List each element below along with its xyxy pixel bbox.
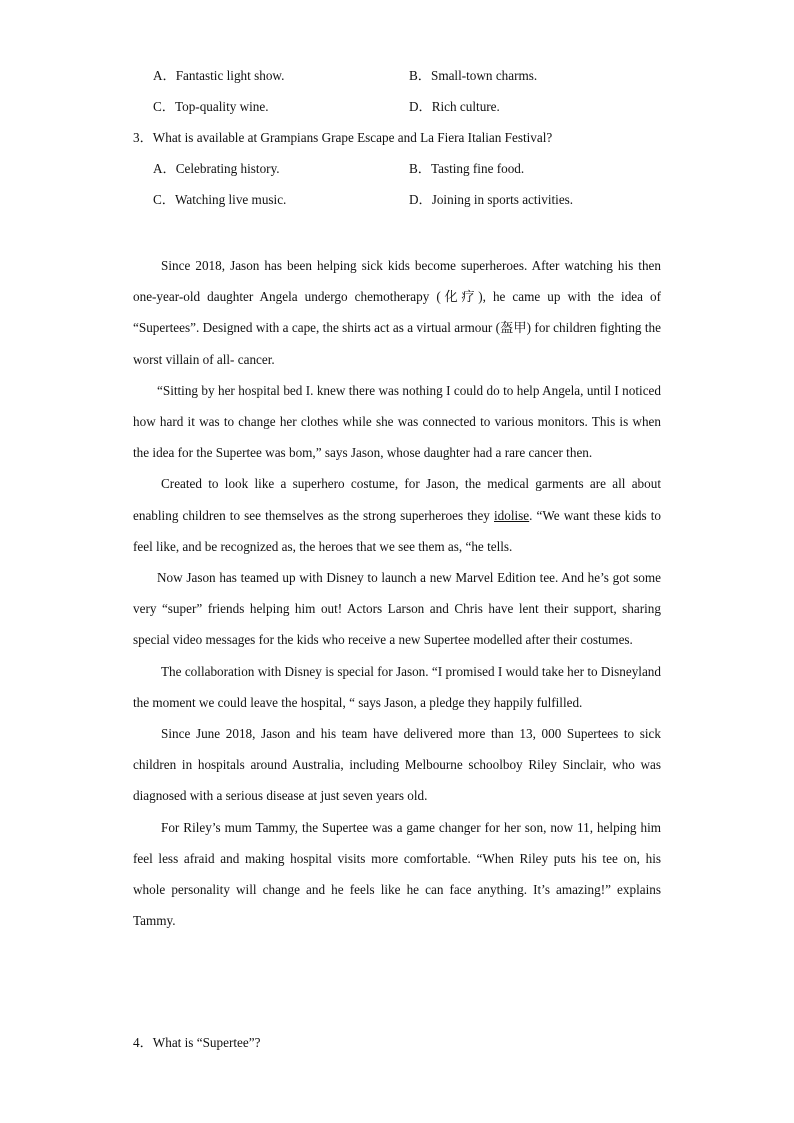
q2-options-row-2 [0, 97, 794, 117]
reading-passage [133, 250, 661, 936]
q2-option-d: D．Rich culture. [409, 99, 500, 114]
q2-option-a: A．Fantastic light show. [153, 68, 285, 83]
passage-paragraph-5: The collaboration with Disney is special for Jason. “I promised I would take her to Disneyland the moment we could leave the hospital, “ says Jason, a pledge they happily fulfilled. [133, 663, 661, 710]
paragraph-3-text-after: . “We want these kids to feel like, and be recognized as, the heroes that we see them as, “he tells. [133, 507, 662, 554]
q3-option-b: B．Tasting fine food. [409, 161, 525, 176]
q4-stem: 4．What is “Supertee”? [133, 1035, 261, 1050]
q3-stem: 3．What is available at Grampians Grape Escape and La Fiera Italian Festival? [133, 130, 553, 145]
q3-option-a: A．Celebrating history. [153, 161, 280, 176]
passage-paragraph-1: Since 2018, Jason has been helping sick kids become superheroes. After watching his then one-year-old daughter Angela undergo chemotherapy (化疗), he came up with the idea of “Supertees”. Designed with a cape, the shirts act as a virtual armour (盔甲) for children fighting the worst villain of all- cancer. [133, 258, 661, 367]
passage-paragraph-6: Since June 2018, Jason and his team have delivered more than 13, 000 Supertees to sick children in hospitals around Australia, including Melbourne schoolboy Riley Sinclair, who was diagnosed with a serious disease at just seven years old. [133, 726, 661, 804]
underlined-word-idolise: idolise [494, 507, 530, 523]
q2-option-c: C．Top-quality wine. [153, 99, 269, 114]
passage-paragraph-3 [133, 468, 661, 562]
q3-option-d: D．Joining in sports activities. [409, 192, 574, 207]
passage-paragraph-2: “Sitting by her hospital bed I. knew there was nothing I could do to help Angela, until I noticed how hard it was to change her clothes while she was connected to various monitors. This is when the idea for the Supertee was bom,” says Jason, whose daughter had a rare cancer then. [133, 382, 661, 461]
q3-options-row-1 [0, 159, 794, 179]
q2-options-row-1 [0, 66, 794, 86]
q2-option-b: B．Small-town charms. [409, 68, 538, 83]
q3-option-c: C．Watching live music. [153, 192, 287, 207]
paragraph-3-text-before: Created to look like a superhero costume, for Jason, the medical garments are all about enabling children to see themselves as the strong superheroes they [133, 476, 661, 523]
passage-paragraph-4: Now Jason has teamed up with Disney to launch a new Marvel Edition tee. And he’s got some very “super” friends helping him out! Actors Larson and Chris have lent their support, sharing special video messages for the kids who receive a new Supertee modelled after their costumes. [133, 570, 661, 648]
passage-paragraph-7: For Riley’s mum Tammy, the Supertee was a game changer for her son, now 11, helping him feel less afraid and making hospital visits more comfortable. “When Riley puts his tee on, his whole personality will change and he feels like he can face anything. It’s amazing!” explains Tammy. [133, 819, 661, 929]
q3-options-row-2 [0, 190, 794, 210]
